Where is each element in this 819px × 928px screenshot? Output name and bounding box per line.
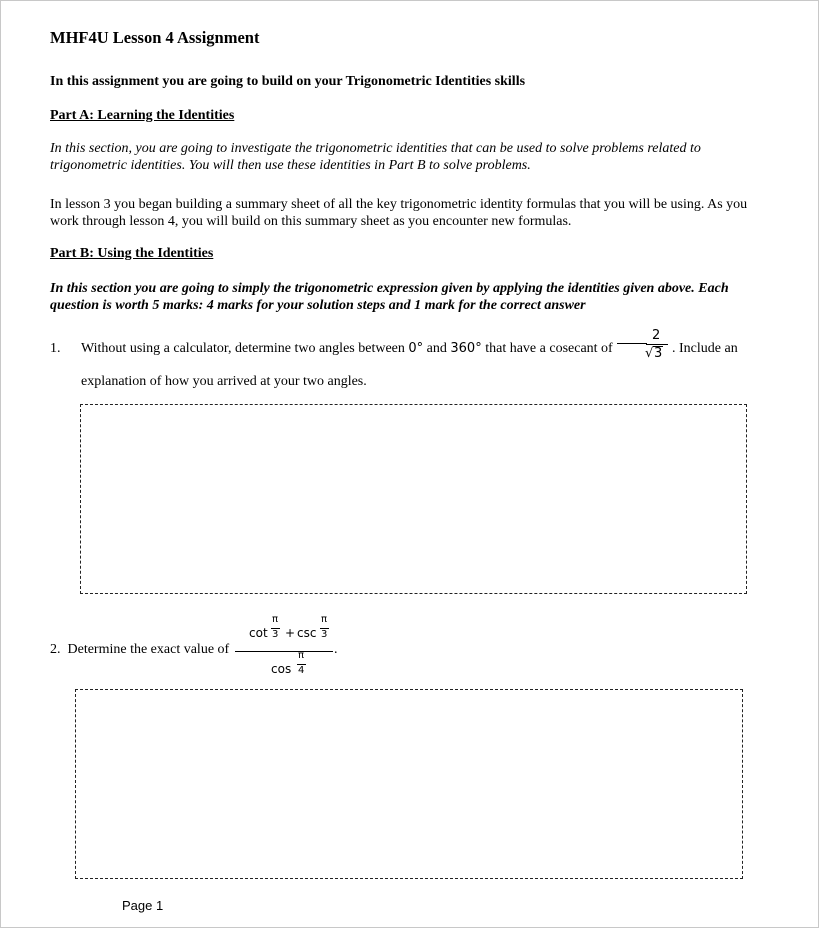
q2-csc-den: 3: [321, 629, 328, 640]
q1-text-end: . Include an: [672, 341, 738, 356]
question-1-text: [81, 341, 613, 357]
q1-angle-2: 360°: [450, 341, 482, 356]
q2-main-fraction-bar: [235, 651, 333, 652]
question-2-prompt: Determine the exact value of: [67, 642, 230, 657]
q1-fraction-denominator: 3: [654, 346, 663, 361]
q2-cot-pi: π: [272, 614, 279, 625]
q2-expression: [235, 613, 333, 683]
q2-csc-pi: π: [321, 614, 328, 625]
q2-end: .: [334, 642, 338, 657]
answer-box-2[interactable]: [75, 689, 743, 879]
question-1-number: 1.: [50, 341, 61, 356]
page-title: MHF4U Lesson 4 Assignment: [50, 28, 260, 47]
q1-text-mid: and: [423, 341, 451, 356]
q2-cos: cos: [271, 662, 292, 676]
q2-plus: +: [285, 626, 296, 640]
question-1-continuation: explanation of how you arrived at your two angles.: [81, 374, 367, 389]
intro-text: In this assignment you are going to build on your Trigonometric Identities skills: [50, 74, 526, 89]
page-number: Page 1: [122, 898, 164, 913]
q1-angle-1: 0°: [408, 341, 424, 356]
part-b-text: In this section you are going to simply the trigonometric expression given by applying the identities given above. Each question is worth 5 marks: 4 marks for your solution steps and 1 mark for the correct answer: [50, 281, 729, 313]
part-b-heading: Part B: Using the Identities: [50, 246, 214, 261]
q1-sqrt-sign: √: [645, 346, 654, 361]
question-2-number: 2.: [50, 642, 61, 657]
q1-fraction-bar: [646, 344, 668, 345]
part-a-heading: Part A: Learning the Identities: [50, 108, 235, 123]
q2-cot-den: 3: [272, 629, 279, 640]
q2-cos-pi: π: [298, 650, 305, 661]
lesson-text: In lesson 3 you began building a summary sheet of all the key trigonometric identity formulas that you will be using. As you work through lesson 4, you will build on this summary sheet as you encounter new formulas.: [50, 197, 748, 229]
part-a-text: In this section, you are going to investigate the trigonometric identities that can be used to solve problems related to trigonometric identities. You will then use these identities in Part B to solve problems.: [50, 141, 701, 173]
question-2-text: [50, 642, 229, 658]
q1-text-after: that have a cosecant of: [481, 341, 613, 356]
q2-cos-den: 4: [298, 665, 305, 676]
q1-fraction-numerator: 2: [652, 328, 661, 343]
q1-text-before: Without using a calculator, determine two angles between: [81, 341, 409, 356]
q1-fraction-minus: [617, 343, 647, 344]
q2-cot: cot: [249, 626, 268, 640]
q2-csc: csc: [297, 626, 317, 640]
answer-box-1[interactable]: [80, 404, 747, 594]
